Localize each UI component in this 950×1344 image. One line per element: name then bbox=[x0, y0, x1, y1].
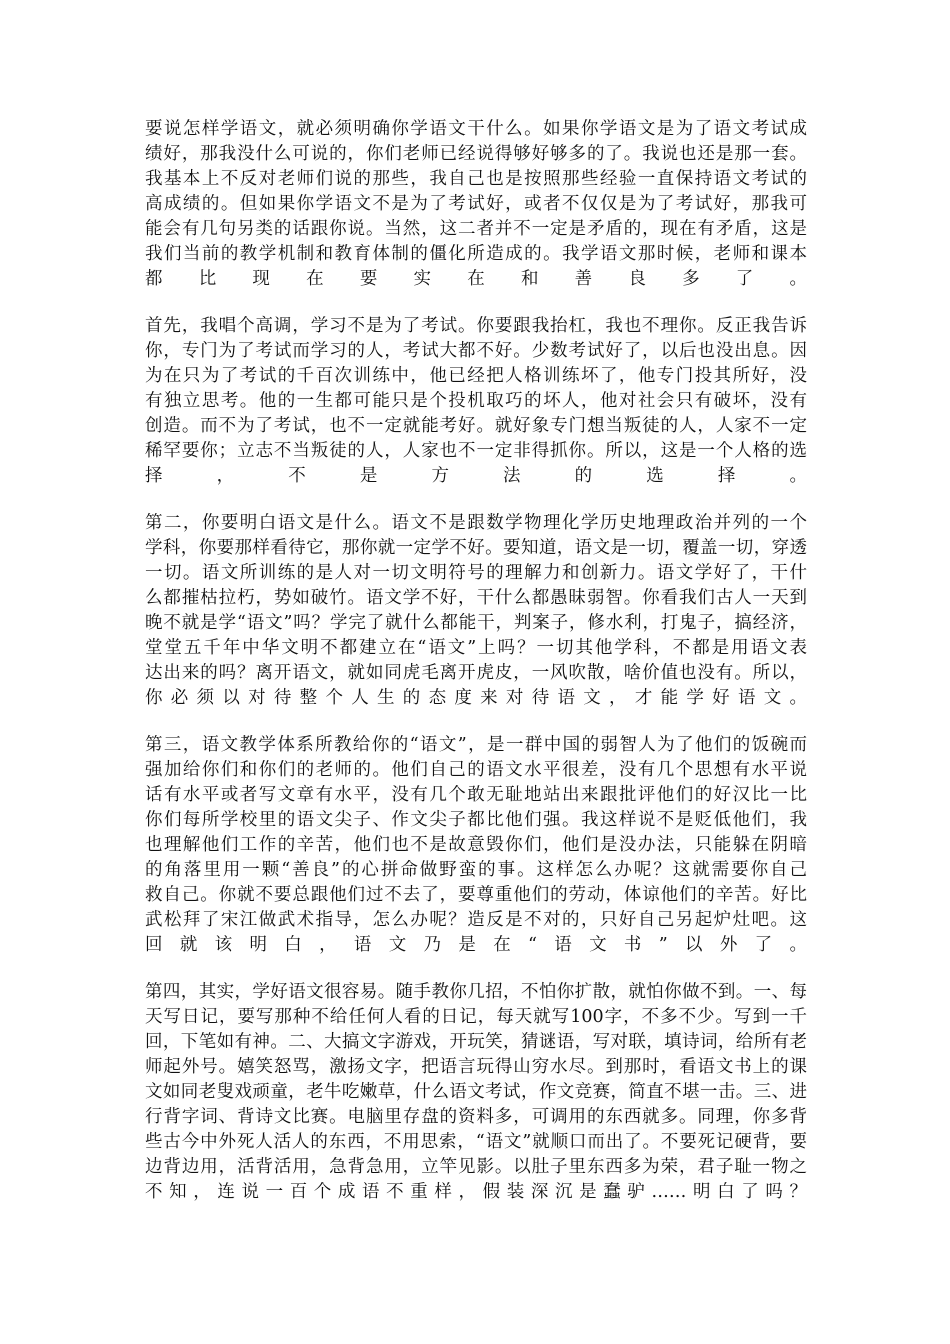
text-line: 边背边用，活背活用，急背急用，立竿见影。以肚子里东西多为荣，君子耻一物之 bbox=[145, 1157, 807, 1177]
text-line: 你们每所学校里的语文尖子、作文尖子都比他们强。我这样说不是贬低他们，我 bbox=[145, 810, 807, 830]
text-line: 不知，连说一百个成语不重样，假装深沉是蠢驴……明白了吗？ bbox=[145, 1182, 807, 1202]
document-body bbox=[145, 117, 807, 1227]
text-line: 堂堂五千年中华文明不都建立在“语文”上吗？一切其他学科，不都是用语文表 bbox=[145, 638, 807, 658]
text-line: 绩好，那我没什么可说的，你们老师已经说得够好够多的了。我说也还是那一套。 bbox=[145, 144, 807, 164]
text-line: 武松拜了宋江做武术指导，怎么办呢？造反是不对的，只好自己另起炉灶吧。这 bbox=[145, 910, 807, 930]
text-line: 高成绩的。但如果你学语文不是为了考试好，或者不仅仅是为了考试好，那我可 bbox=[145, 194, 807, 214]
text-line: 么都摧枯拉朽，势如破竹。语文学不好，干什么都愚昧弱智。你看我们古人一天到 bbox=[145, 588, 807, 608]
text-line: 文如同老叟戏顽童，老牛吃嫩草，什么语文考试，作文竞赛，简直不堪一击。三、进 bbox=[145, 1082, 807, 1102]
text-line: 话有水平或者写文章有水平，没有几个敢无耻地站出来跟批评他们的好汉比一比 bbox=[145, 785, 807, 805]
text-line: 择，不是方法的选择。 bbox=[145, 466, 807, 486]
text-line: 能会有几句另类的话跟你说。当然，这二者并不一定是矛盾的，现在有矛盾，这是 bbox=[145, 219, 807, 239]
text-line: 回就该明白，语文乃是在“语文书”以外了。 bbox=[145, 935, 807, 955]
text-line: 你必须以对待整个人生的态度来对待语文，才能学好语文。 bbox=[145, 688, 807, 708]
paragraph-intro bbox=[145, 117, 807, 292]
text-line: 我基本上不反对老师们说的那些，我自己也是按照那些经验一直保持语文考试的 bbox=[145, 169, 807, 189]
paragraph-third bbox=[145, 733, 807, 958]
text-line: 晚不就是学“语文”吗？学完了就什么都能干，判案子，修水利，打鬼子，搞经济， bbox=[145, 613, 807, 633]
text-line: 要说怎样学语文，就必须明确你学语文干什么。如果你学语文是为了语文考试成 bbox=[145, 119, 807, 139]
text-line: 的角落里用一颗“善良”的心拼命做野蛮的事。这样怎么办呢？这就需要你自己 bbox=[145, 860, 807, 880]
text-line: 回，下笔如有神。二、大搞文字游戏，开玩笑，猜谜语，写对联，填诗词，给所有老 bbox=[145, 1032, 807, 1052]
text-line: 行背字词、背诗文比赛。电脑里存盘的资料多，可调用的东西就多。同理，你多背 bbox=[145, 1107, 807, 1127]
text-line: 我们当前的教学机制和教育体制的僵化所造成的。我学语文那时候，老师和课本 bbox=[145, 244, 807, 264]
paragraph-first bbox=[145, 314, 807, 489]
text-line: 也理解他们工作的辛苦，他们也不是故意毁你们，他们是没办法，只能躲在阴暗 bbox=[145, 835, 807, 855]
text-line: 创造。而不为了考试，也不一定就能考好。就好象专门想当叛徒的人，人家不一定 bbox=[145, 416, 807, 436]
paragraph-fourth bbox=[145, 980, 807, 1205]
text-line: 学科，你要那样看待它，那你就一定学不好。要知道，语文是一切，覆盖一切，穿透 bbox=[145, 538, 807, 558]
text-line: 达出来的吗？离开语文，就如同虎毛离开虎皮，一风吹散，啥价值也没有。所以， bbox=[145, 663, 807, 683]
text-line: 强加给你们和你们的老师的。他们自己的语文水平很差，没有几个思想有水平说 bbox=[145, 760, 807, 780]
text-line: 稀罕要你；立志不当叛徒的人，人家也不一定非得抓你。所以，这是一个人格的选 bbox=[145, 441, 807, 461]
paragraph-second bbox=[145, 511, 807, 711]
text-line: 你，专门为了考试而学习的人，考试大都不好。少数考试好了，以后也没出息。因 bbox=[145, 341, 807, 361]
text-line: 天写日记，要写那种不给任何人看的日记，每天就写100字，不多不少。写到一千 bbox=[145, 1007, 807, 1027]
text-line: 第二，你要明白语文是什么。语文不是跟数学物理化学历史地理政治并列的一个 bbox=[145, 513, 807, 533]
text-line: 第四，其实，学好语文很容易。随手教你几招，不怕你扩散，就怕你做不到。一、每 bbox=[145, 982, 807, 1002]
text-line: 为在只为了考试的千百次训练中，他已经把人格训练坏了，他专门投其所好，没 bbox=[145, 366, 807, 386]
text-line: 一切。语文所训练的是人对一切文明符号的理解力和创新力。语文学好了，干什 bbox=[145, 563, 807, 583]
text-line: 都比现在要实在和善良多了。 bbox=[145, 269, 807, 289]
text-line: 第三，语文教学体系所教给你的“语文”，是一群中国的弱智人为了他们的饭碗而 bbox=[145, 735, 807, 755]
text-line: 有独立思考。他的一生都可能只是个投机取巧的坏人，他对社会只有破坏，没有 bbox=[145, 391, 807, 411]
text-line: 些古今中外死人活人的东西，不用思索，“语文”就顺口而出了。不要死记硬背，要 bbox=[145, 1132, 807, 1152]
text-line: 救自己。你就不要总跟他们过不去了，要尊重他们的劳动，体谅他们的辛苦。好比 bbox=[145, 885, 807, 905]
text-line: 首先，我唱个高调，学习不是为了考试。你要跟我抬杠，我也不理你。反正我告诉 bbox=[145, 316, 807, 336]
text-line: 师起外号。嬉笑怒骂，激扬文字，把语言玩得山穷水尽。到那时，看语文书上的课 bbox=[145, 1057, 807, 1077]
